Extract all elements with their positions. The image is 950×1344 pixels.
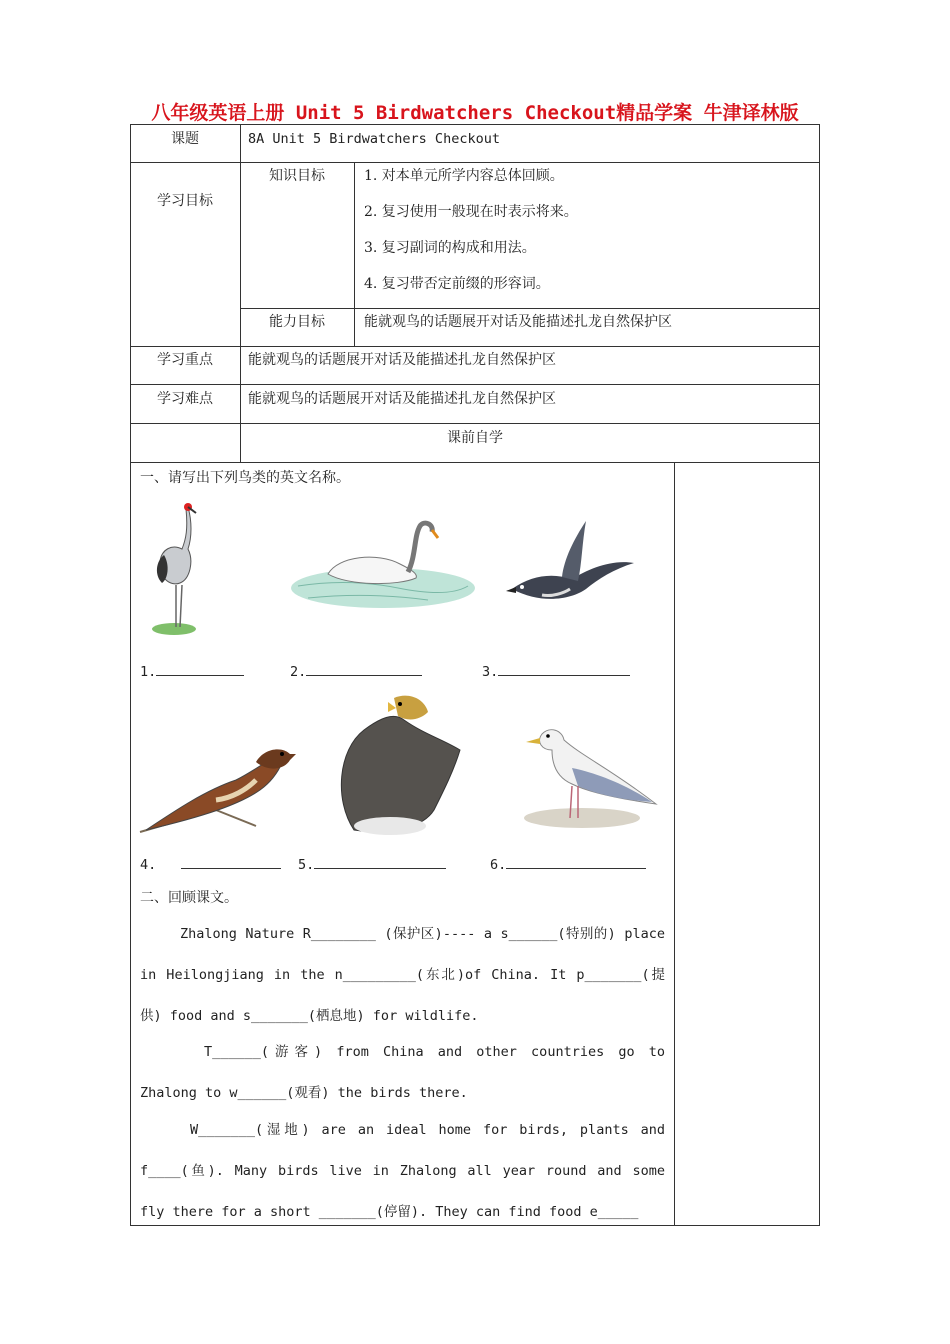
bird-label-5: 5.	[298, 857, 315, 873]
knowledge-item: 2. 复习使用一般现在时表示将来。	[364, 204, 578, 220]
lesson-plan-table	[130, 124, 820, 1226]
difficulty-label: 学习难点	[157, 391, 213, 407]
topic-value: 8A Unit 5 Birdwatchers Checkout	[248, 131, 500, 147]
section1-heading: 一、请写出下列鸟类的英文名称。	[140, 470, 350, 486]
swallow-icon	[502, 519, 637, 611]
review-paragraph: T______(游客) from China and other countries go to Zhalong to w______(观看) the birds there.	[140, 1044, 665, 1101]
objectives-label: 学习目标	[157, 193, 213, 209]
focus-value: 能就观鸟的话题展开对话及能描述扎龙自然保护区	[248, 352, 556, 368]
focus-label: 学习重点	[157, 352, 213, 368]
review-paragraph: Zhalong Nature R________ (保护区)---- a s______(特别的) place in Heilongjiang in the n_________(东北)of China. It p_______(提供) food and s_______(栖息地) for wildlife.	[140, 926, 665, 1024]
knowledge-item: 1. 对本单元所学内容总体回顾。	[364, 168, 564, 184]
answer-blank-2[interactable]	[306, 661, 422, 676]
answer-blank-4[interactable]	[181, 854, 281, 869]
document-title: 八年级英语上册 Unit 5 Birdwatchers Checkout精品学案 牛津译林版	[151, 102, 799, 124]
ability-label: 能力目标	[269, 314, 325, 330]
bird-label-3: 3.	[482, 664, 499, 680]
sparrow-icon	[136, 740, 296, 838]
answer-blank-6[interactable]	[506, 854, 646, 869]
crane-icon	[136, 499, 206, 639]
difficulty-value: 能就观鸟的话题展开对话及能描述扎龙自然保护区	[248, 391, 556, 407]
eagle-icon	[324, 690, 464, 838]
section2-heading: 二、回顾课文。	[140, 890, 238, 906]
bird-label-4: 4.	[140, 857, 157, 873]
preview-header: 课前自学	[447, 430, 503, 446]
bird-label-2: 2.	[290, 664, 307, 680]
seagull-icon	[522, 720, 660, 830]
knowledge-label: 知识目标	[269, 168, 325, 184]
bird-label-1: 1.	[140, 664, 157, 680]
review-paragraph: W_______(湿地) are an ideal home for birds, plants and f____(鱼). Many birds live in Zhalong all year round and some fly there for a short _______(停留). They can find food e_____	[140, 1122, 665, 1220]
knowledge-item: 4. 复习带否定前缀的形容词。	[364, 276, 550, 292]
knowledge-item: 3. 复习副词的构成和用法。	[364, 240, 536, 256]
bird-label-6: 6.	[490, 857, 507, 873]
answer-blank-1[interactable]	[156, 661, 244, 676]
topic-label: 课题	[171, 131, 199, 147]
answer-blank-3[interactable]	[498, 661, 630, 676]
answer-blank-5[interactable]	[314, 854, 446, 869]
ability-value: 能就观鸟的话题展开对话及能描述扎龙自然保护区	[364, 314, 672, 330]
swan-icon	[288, 516, 478, 614]
